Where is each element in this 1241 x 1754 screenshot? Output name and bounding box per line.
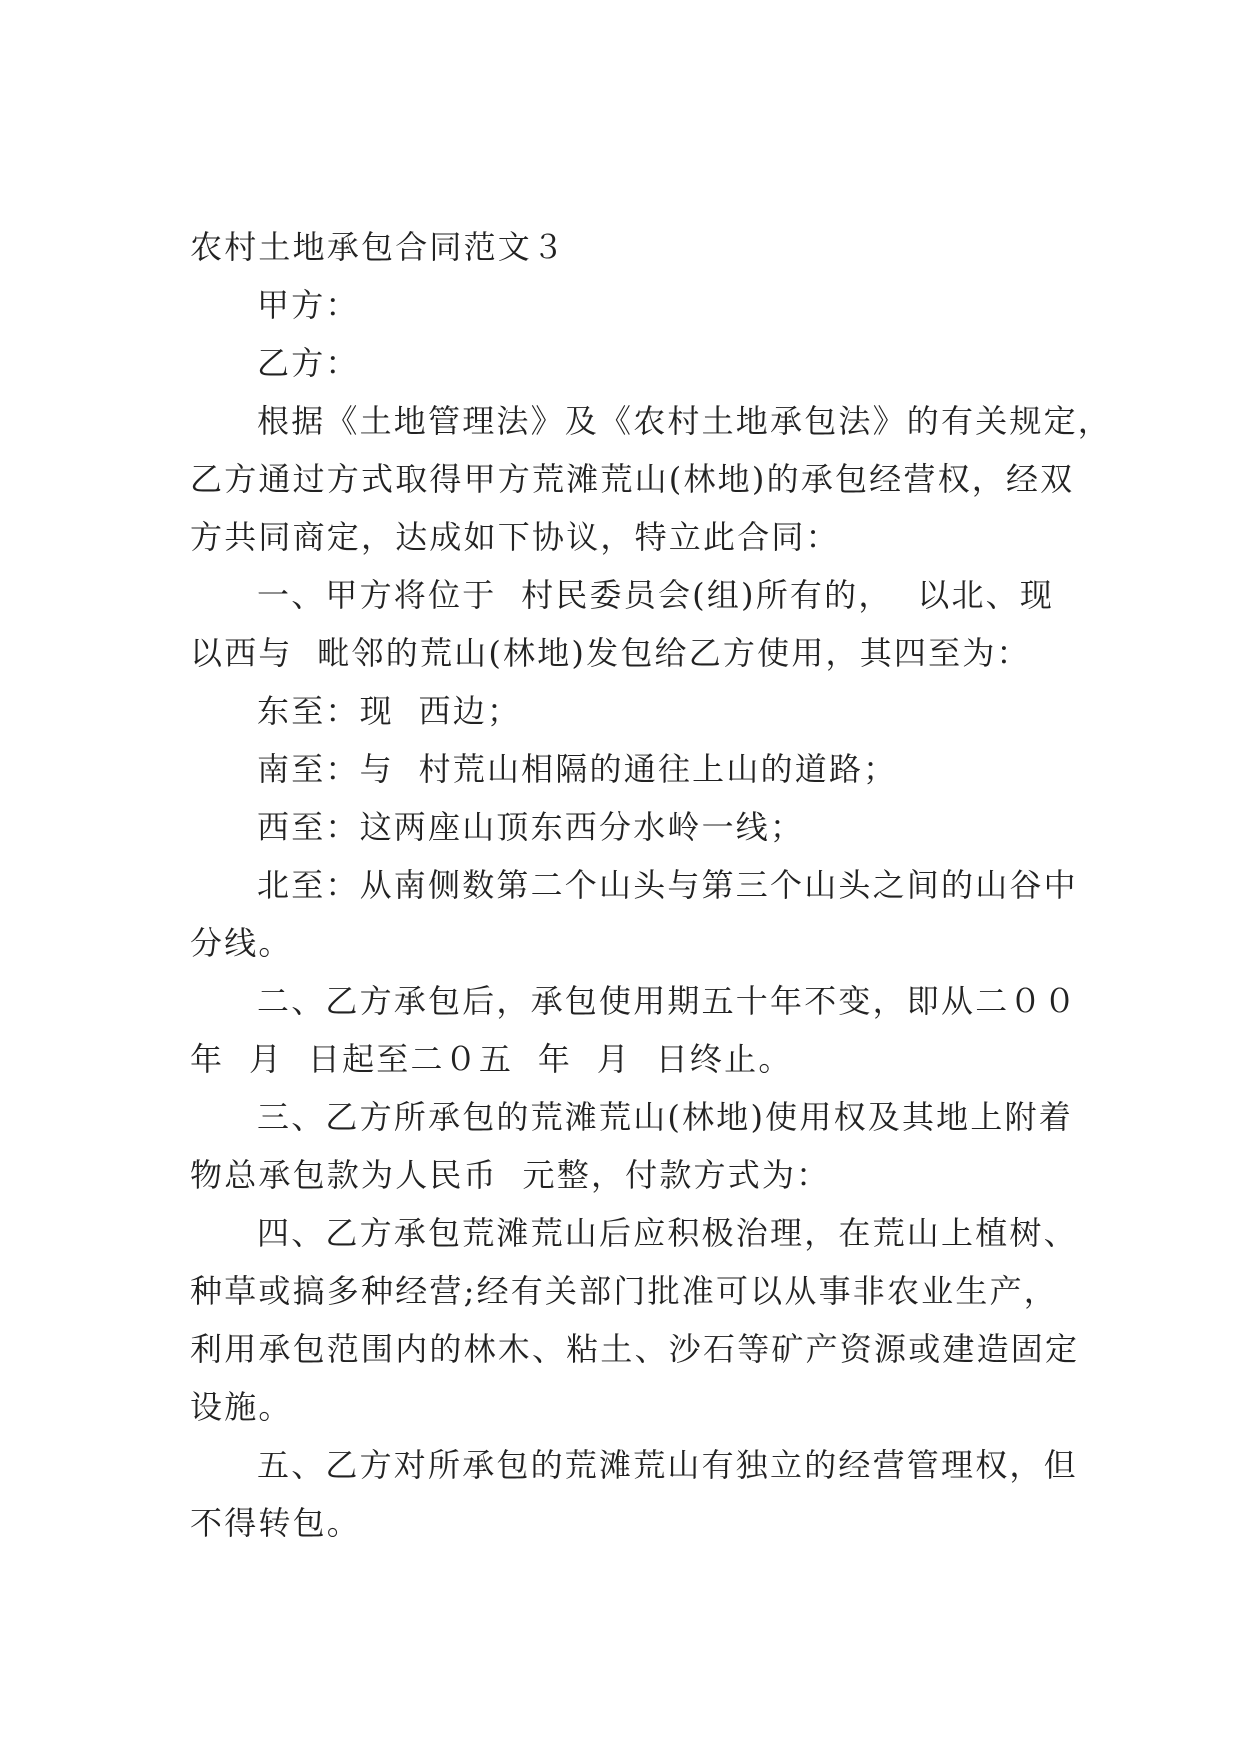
text-line: 设施。 — [190, 1388, 293, 1426]
boundary-east-line: 东至：现 西边； — [257, 692, 522, 730]
clause-2-line: 二、乙方承包后，承包使用期五十年不变，即从二００ — [257, 982, 1078, 1020]
boundary-north-line: 北至：从南侧数第二个山头与第三个山头之间的山谷中 — [257, 866, 1078, 904]
text-line: 物总承包款为人民币 元整，付款方式为： — [190, 1156, 831, 1194]
text-line: 年 月 日起至二０五 年 月 日终止。 — [190, 1040, 793, 1078]
text-line: 方共同商定，达成如下协议，特立此合同： — [190, 518, 840, 556]
text-line: 种草或搞多种经营;经有关部门批准可以从事非农业生产， — [190, 1272, 1058, 1310]
text-line: 不得转包。 — [190, 1504, 362, 1542]
party-a-line: 甲方： — [257, 286, 360, 324]
clause-4-line: 四、乙方承包荒滩荒山后应积极治理，在荒山上植树、 — [257, 1214, 1078, 1252]
text-line: 以西与 毗邻的荒山(林地)发包给乙方使用，其四至为： — [190, 634, 1031, 672]
clause-5-line: 五、乙方对所承包的荒滩荒山有独立的经营管理权，但 — [257, 1446, 1078, 1484]
document-title: 农村土地承包合同范文３ — [190, 228, 567, 266]
text-line: 分线。 — [190, 924, 293, 962]
text-line: 乙方通过方式取得甲方荒滩荒山(林地)的承包经营权，经双 — [190, 460, 1075, 498]
party-b-line: 乙方： — [257, 344, 360, 382]
text-line: 利用承包范围内的林木、粘土、沙石等矿产资源或建造固定 — [190, 1330, 1080, 1368]
text-line: 根据《土地管理法》及《农村土地承包法》的有关规定， — [257, 402, 1113, 440]
clause-3-line: 三、乙方所承包的荒滩荒山(林地)使用权及其地上附着 — [257, 1098, 1073, 1136]
clause-1-line: 一、甲方将位于 村民委员会(组)所有的， 以北、现 — [257, 576, 1055, 614]
document-body — [190, 218, 1113, 1552]
boundary-west-line: 西至：这两座山顶东西分水岭一线； — [257, 808, 805, 846]
boundary-south-line: 南至：与 村荒山相隔的通往上山的道路； — [257, 750, 898, 788]
